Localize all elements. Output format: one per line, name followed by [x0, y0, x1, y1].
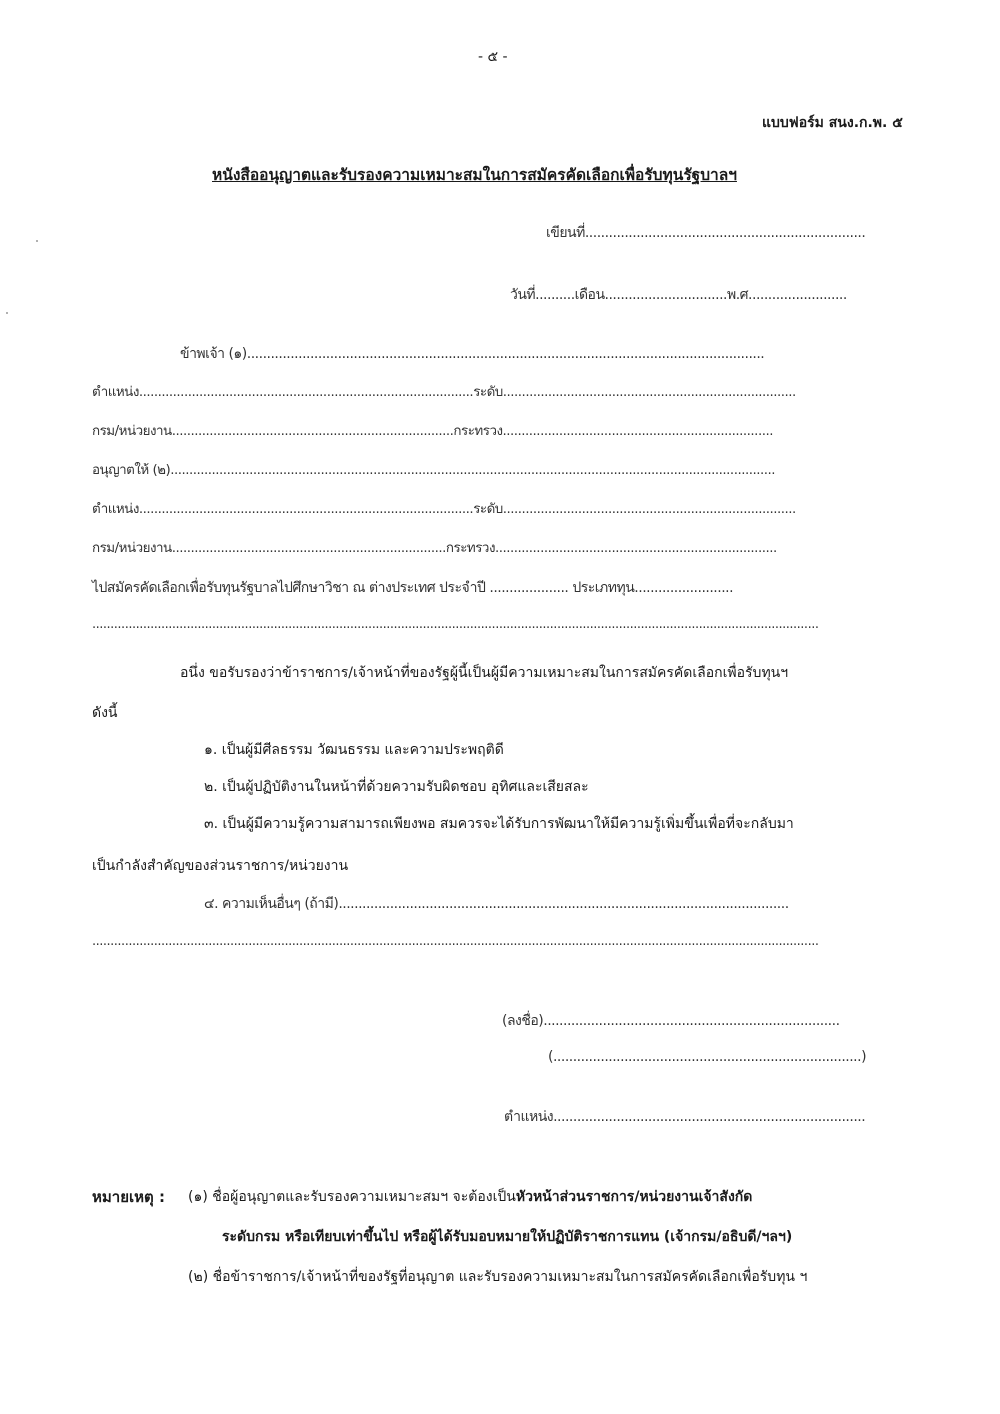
signature-line: (ลงชื่อ)...........................................................................	[502, 1013, 840, 1029]
grantor-department-line: กรม/หน่วยงาน...........................................................................กระทรวง........................................................................	[92, 424, 773, 439]
certify-as-follows: ดังนี้	[92, 705, 118, 721]
signer-name-line: (..............................................................................)	[548, 1049, 867, 1065]
certify-item-3-continued: เป็นกำลังสำคัญของส่วนราชการ/หน่วยงาน	[92, 858, 349, 874]
form-code: แบบฟอร์ม สนง.ก.พ. ๕	[762, 115, 903, 131]
note-1	[188, 1186, 752, 1208]
note-2: (๒) ชื่อข้าราชการ/เจ้าหน้าที่ของรัฐที่อนุญาต และรับรองความเหมาะสมในการสมัครคัดเลือกเพื่อรับทุน ฯ	[188, 1269, 808, 1285]
grantor-name-line: ข้าพเจ้า (๑)...................................................................................................................................	[180, 346, 765, 362]
page-number: - ๕ -	[478, 49, 508, 65]
note-1-line-2: ระดับกรม หรือเทียบเท่าขึ้นไป หรือผู้ได้รับมอบหมายให้ปฏิบัติราชการแทน (เจ้ากรม/อธิบดี/ฯลฯ)	[222, 1229, 793, 1245]
certify-item-3: ๓. เป็นผู้มีความรู้ความสามารถเพียงพอ สมควรจะได้รับการพัฒนาให้มีความรู้เพิ่มขึ้นเพื่อที่จะกลับมา	[204, 816, 794, 832]
document-title: หนังสืออนุญาตและรับรองความเหมาะสมในการสมัครคัดเลือกเพื่อรับทุนรัฐบาลฯ	[212, 166, 737, 184]
scan-speck	[36, 240, 38, 242]
grantor-position-line: ตำแหน่ง.........................................................................................ระดับ..............................................................................	[92, 385, 796, 400]
apply-scholarship-line: ไปสมัครคัดเลือกเพื่อรับทุนรัฐบาลไปศึกษาวิชา ณ ต่างประเทศ ประจำปี .................... ประเภททุน.........................	[92, 580, 734, 596]
written-at-line: เขียนที่.......................................................................	[546, 225, 866, 241]
note-1-emphasis: หัวหน้าส่วนราชการ/หน่วยงานเจ้าสังกัด	[515, 1189, 753, 1205]
notes-label: หมายเหตุ :	[92, 1188, 165, 1206]
certify-item-4: ๔. ความเห็นอื่นๆ (ถ้ามี)..................................................................................................................	[204, 896, 789, 912]
certify-item-1: ๑. เป็นผู้มีศีลธรรม วัฒนธรรม และความประพฤติดี	[204, 742, 504, 758]
date-line: วันที่..........เดือน...............................พ.ศ.........................	[510, 287, 847, 303]
applicant-position-line: ตำแหน่ง.........................................................................................ระดับ..............................................................................	[92, 502, 796, 517]
certify-intro: อนึ่ง ขอรับรองว่าข้าราชการ/เจ้าหน้าที่ของรัฐผู้นี้เป็นผู้มีความเหมาะสมในการสมัครคัดเลือกเพื่อรับทุนฯ	[180, 665, 789, 681]
scan-speck	[6, 312, 8, 314]
permit-line: อนุญาตให้ (๒).................................................................................................................................................................	[92, 463, 776, 478]
blank-line-2: ........................................................................................................................................................................................................	[92, 934, 819, 949]
signer-position-line: ตำแหน่ง...............................................................................	[504, 1109, 866, 1125]
applicant-department-line: กรม/หน่วยงาน.........................................................................กระทรวง...........................................................................	[92, 541, 777, 556]
certify-item-2: ๒. เป็นผู้ปฏิบัติงานในหน้าที่ด้วยความรับผิดชอบ อุทิศและเสียสละ	[204, 779, 589, 795]
blank-line-1: ........................................................................................................................................................................................................	[92, 617, 819, 632]
note-1-prefix: (๑) ชื่อผู้อนุญาตและรับรองความเหมาะสมฯ จะต้องเป็น	[188, 1189, 516, 1205]
